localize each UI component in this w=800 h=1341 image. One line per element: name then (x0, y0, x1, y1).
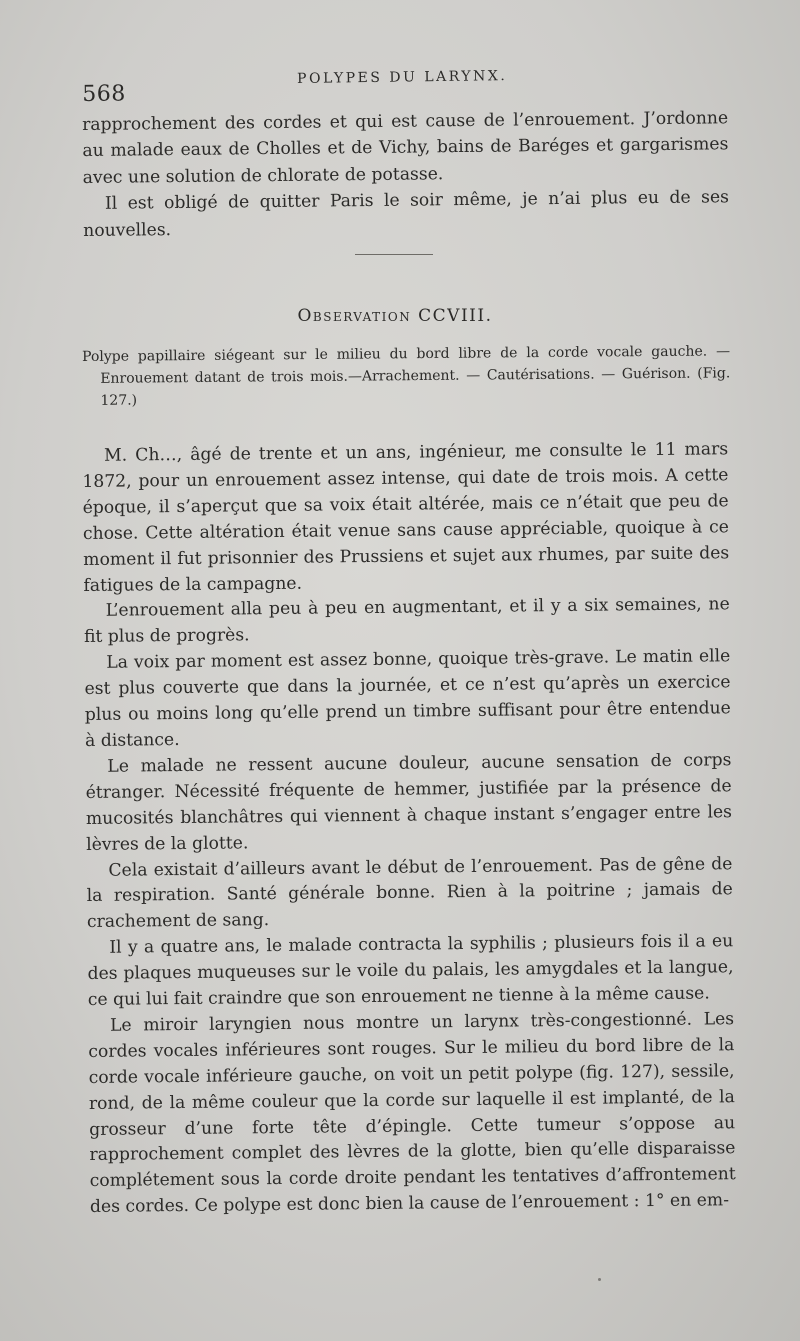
body-paragraph: La voix par moment est assez bonne, quoique très-grave. Le matin elle est plus couverte que dans la journée, et ce n’est qu’après un exercice plus ou moins long qu’elle prend un timbre suffisant pour être entendue à distance. (84, 646, 731, 751)
continuation-paragraph: rapprochement des cordes et qui est cause de l’enrouement. J’ordonne au malade eaux de Cholles et de Vichy, bains de Baréges et gargarismes avec une solution de chlorate de potasse. (82, 108, 729, 188)
paper-speck (598, 1278, 601, 1281)
body-paragraph: M. Ch…, âgé de trente et un ans, ingénieur, me consulte le 11 mars 1872, pour un enrouement assez intense, qui date de trois mois. A cette époque, il s’aperçut que sa voix était altérée, mais ce n’était que peu de chose. Cette altération était venue sans cause appréciable, quoique à ce moment il fut prisonnier des Prussiens et sujet aux rhumes, par suite des fatigues de la campagne. (82, 439, 730, 596)
section-divider (355, 254, 433, 255)
body-paragraph: Le miroir laryngien nous montre un larynx très-congestionné. Les cordes vocales inférieures sont rouges. Sur le milieu du bord libre de la corde vocale inférieure gauche, on voit un petit polype (fig. 127), sessile, rond, de la même couleur que la corde sur laquelle il est implanté, de la grosseur d’une forte tête d’épingle. Cette tumeur s’oppose au rapprochement complet des lèvres de la glotte, bien qu’elle disparaisse complétement sous la corde droite pendant les tentatives d’affrontement des cordes. Ce polype est donc bien la cause de l’enrouement : 1° en em- (88, 1009, 736, 1218)
body-paragraph: Le malade ne ressent aucune douleur, aucune sensation de corps étranger. Nécessité fréquente de hemmer, justifiée par la présence de mucosités blanchâtres qui viennent à chaque instant s’engager entre les lèvres de la glotte. (85, 750, 732, 855)
observation-summary-text: Polype papillaire siégeant sur le milieu du bord libre de la corde vocale gauche. —Enrouement datant de trois mois.—Arrachement. — Cautérisations. — Guérison. (Fig. 127.) (82, 343, 731, 409)
continuation-paragraph: Il est obligé de quitter Paris le soir même, je n’ai plus eu de ses nouvelles. (83, 187, 730, 241)
running-title: POLYPES DU LARYNX. (297, 68, 508, 87)
page-number: 568 (82, 81, 126, 107)
running-head (82, 63, 722, 112)
body-paragraph: Cela existait d’ailleurs avant le début de l’enrouement. Pas de gêne de la respiration. Santé générale bonne. Rien à la poitrine ; jamais de crachement de sang. (86, 853, 733, 933)
continuation-text (82, 105, 729, 244)
observation-heading: Observation CCVIII. (297, 306, 493, 326)
body-paragraph: Il y a quatre ans, le malade contracta la syphilis ; plusieurs fois il a eu des plaques muqueuses sur le voile du palais, les amygdales et la langue, ce qui lui fait craindre que son enrouement ne tienne à la même cause. (87, 931, 734, 1011)
body-paragraph: L’enrouement alla peu à peu en augmentant, et il y a six semaines, ne fit plus de progrès. (83, 594, 730, 648)
observation-body (82, 437, 736, 1221)
observation-summary (82, 340, 731, 412)
